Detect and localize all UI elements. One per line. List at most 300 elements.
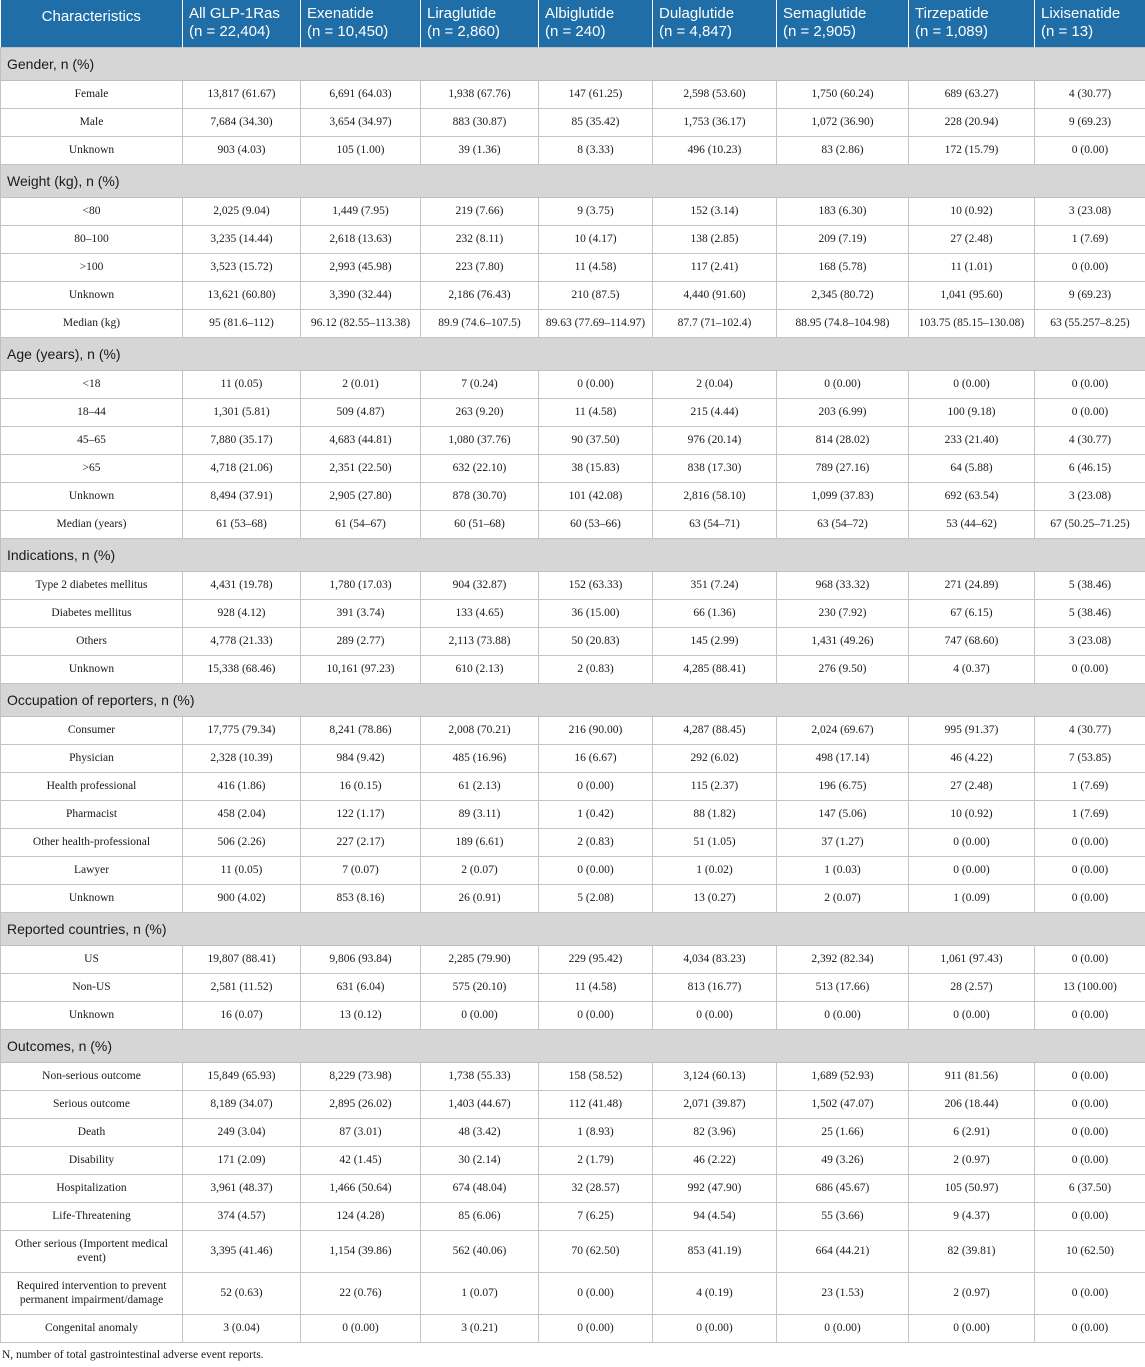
table-cell: 38 (15.83) (539, 454, 653, 482)
table-cell: 0 (0.00) (539, 1001, 653, 1029)
table-cell: 63 (54–72) (777, 510, 909, 538)
table-cell: 0 (0.00) (1035, 945, 1145, 973)
table-cell: 928 (4.12) (183, 599, 301, 627)
table-cell: 995 (91.37) (909, 716, 1035, 744)
table-cell: 88.95 (74.8–104.98) (777, 309, 909, 337)
table-cell: 89.63 (77.69–114.97) (539, 309, 653, 337)
table-cell: 1 (7.69) (1035, 772, 1145, 800)
table-cell: 3,390 (32.44) (301, 281, 421, 309)
table-cell: 664 (44.21) (777, 1230, 909, 1272)
table-cell: 0 (0.00) (539, 856, 653, 884)
row-label: Lawyer (1, 856, 183, 884)
table-row (1, 108, 1145, 136)
table-cell: 39 (1.36) (421, 136, 539, 164)
table-cell: 3,124 (60.13) (653, 1062, 777, 1090)
table-cell: 1 (7.69) (1035, 225, 1145, 253)
table-cell: 60 (51–68) (421, 510, 539, 538)
table-cell: 112 (41.48) (539, 1090, 653, 1118)
table-cell: 2 (0.97) (909, 1146, 1035, 1174)
table-cell: 13 (100.00) (1035, 973, 1145, 1001)
table-cell: 209 (7.19) (777, 225, 909, 253)
table-cell: 2,285 (79.90) (421, 945, 539, 973)
table-cell: 210 (87.5) (539, 281, 653, 309)
table-cell: 0 (0.00) (1035, 655, 1145, 683)
table-cell: 10 (0.92) (909, 197, 1035, 225)
row-label: Physician (1, 744, 183, 772)
table-cell: 10 (4.17) (539, 225, 653, 253)
row-label: Required intervention to prevent permanent impairment/damage (1, 1272, 183, 1314)
table-cell: 496 (10.23) (653, 136, 777, 164)
table-cell: 0 (0.00) (539, 772, 653, 800)
table-cell: 2 (0.04) (653, 370, 777, 398)
table-cell: 992 (47.90) (653, 1174, 777, 1202)
table-cell: 11 (0.05) (183, 370, 301, 398)
table-cell: 6,691 (64.03) (301, 80, 421, 108)
table-row (1, 744, 1145, 772)
table-cell: 1 (0.42) (539, 800, 653, 828)
table-row (1, 627, 1145, 655)
table-cell: 5 (38.46) (1035, 571, 1145, 599)
table-cell: 0 (0.00) (1035, 398, 1145, 426)
table-cell: 51 (1.05) (653, 828, 777, 856)
table-cell: 152 (3.14) (653, 197, 777, 225)
table-row (1, 1202, 1145, 1230)
table-cell: 0 (0.00) (1035, 1062, 1145, 1090)
row-label: Unknown (1, 884, 183, 912)
table-cell: 90 (37.50) (539, 426, 653, 454)
header-column: All GLP-1Ras (n = 22,404) (183, 0, 301, 47)
table-cell: 2 (0.97) (909, 1272, 1035, 1314)
row-label: 18–44 (1, 398, 183, 426)
table-cell: 1,449 (7.95) (301, 197, 421, 225)
table-cell: 0 (0.00) (653, 1314, 777, 1342)
table-cell: 0 (0.00) (1035, 1314, 1145, 1342)
table-cell: 9 (69.23) (1035, 281, 1145, 309)
table-cell: 117 (2.41) (653, 253, 777, 281)
table-cell: 11 (1.01) (909, 253, 1035, 281)
table-cell: 351 (7.24) (653, 571, 777, 599)
table-cell: 16 (0.15) (301, 772, 421, 800)
row-label: Congenital anomaly (1, 1314, 183, 1342)
row-label: >65 (1, 454, 183, 482)
table-cell: 8,229 (73.98) (301, 1062, 421, 1090)
table-cell: 172 (15.79) (909, 136, 1035, 164)
table-cell: 23 (1.53) (777, 1272, 909, 1314)
table-cell: 1,154 (39.86) (301, 1230, 421, 1272)
table-cell: 70 (62.50) (539, 1230, 653, 1272)
table-cell: 27 (2.48) (909, 225, 1035, 253)
row-label: Non-US (1, 973, 183, 1001)
table-cell: 61 (54–67) (301, 510, 421, 538)
table-cell: 249 (3.04) (183, 1118, 301, 1146)
row-label: Serious outcome (1, 1090, 183, 1118)
table-cell: 1 (7.69) (1035, 800, 1145, 828)
table-cell: 506 (2.26) (183, 828, 301, 856)
table-cell: 1,689 (52.93) (777, 1062, 909, 1090)
row-label: Disability (1, 1146, 183, 1174)
table-cell: 25 (1.66) (777, 1118, 909, 1146)
table-cell: 61 (53–68) (183, 510, 301, 538)
table-header (1, 0, 1145, 47)
table-cell: 509 (4.87) (301, 398, 421, 426)
table-cell: 2 (0.83) (539, 655, 653, 683)
table-cell: 216 (90.00) (539, 716, 653, 744)
table-cell: 145 (2.99) (653, 627, 777, 655)
table-cell: 7 (0.07) (301, 856, 421, 884)
table-cell: 89.9 (74.6–107.5) (421, 309, 539, 337)
table-cell: 83 (2.86) (777, 136, 909, 164)
table-cell: 575 (20.10) (421, 973, 539, 1001)
table-cell: 276 (9.50) (777, 655, 909, 683)
table-cell: 7,684 (34.30) (183, 108, 301, 136)
table-cell: 674 (48.04) (421, 1174, 539, 1202)
table-row (1, 800, 1145, 828)
section-header-row (1, 912, 1145, 945)
table-cell: 89 (3.11) (421, 800, 539, 828)
row-label: Life-Threatening (1, 1202, 183, 1230)
table-cell: 0 (0.00) (777, 1001, 909, 1029)
table-cell: 61 (2.13) (421, 772, 539, 800)
table-cell: 189 (6.61) (421, 828, 539, 856)
table-cell: 87.7 (71–102.4) (653, 309, 777, 337)
table-row (1, 1118, 1145, 1146)
table-cell: 976 (20.14) (653, 426, 777, 454)
table-cell: 4 (0.37) (909, 655, 1035, 683)
table-cell: 0 (0.00) (909, 370, 1035, 398)
table-cell: 4,287 (88.45) (653, 716, 777, 744)
table-cell: 32 (28.57) (539, 1174, 653, 1202)
table-cell: 3,523 (15.72) (183, 253, 301, 281)
table-row (1, 398, 1145, 426)
table-cell: 147 (61.25) (539, 80, 653, 108)
header-column: Dulaglutide (n = 4,847) (653, 0, 777, 47)
table-cell: 2,816 (58.10) (653, 482, 777, 510)
table-cell: 853 (41.19) (653, 1230, 777, 1272)
table-row (1, 1272, 1145, 1314)
table-cell: 36 (15.00) (539, 599, 653, 627)
table-row (1, 973, 1145, 1001)
table-cell: 16 (0.07) (183, 1001, 301, 1029)
table-cell: 4,778 (21.33) (183, 627, 301, 655)
table-cell: 171 (2.09) (183, 1146, 301, 1174)
table-cell: 3,395 (41.46) (183, 1230, 301, 1272)
table-row (1, 828, 1145, 856)
table-cell: 1 (8.93) (539, 1118, 653, 1146)
table-row (1, 136, 1145, 164)
table-row (1, 1062, 1145, 1090)
table-cell: 85 (6.06) (421, 1202, 539, 1230)
table-cell: 2,895 (26.02) (301, 1090, 421, 1118)
table-cell: 147 (5.06) (777, 800, 909, 828)
table-cell: 3 (23.08) (1035, 197, 1145, 225)
table-cell: 0 (0.00) (777, 370, 909, 398)
table-cell: 292 (6.02) (653, 744, 777, 772)
table-cell: 230 (7.92) (777, 599, 909, 627)
table-cell: 904 (32.87) (421, 571, 539, 599)
table-cell: 2 (0.07) (777, 884, 909, 912)
table-row (1, 1001, 1145, 1029)
table-cell: 2,598 (53.60) (653, 80, 777, 108)
table-cell: 2,024 (69.67) (777, 716, 909, 744)
table-cell: 0 (0.00) (1035, 828, 1145, 856)
table-cell: 183 (6.30) (777, 197, 909, 225)
table-cell: 0 (0.00) (539, 1314, 653, 1342)
table-cell: 13 (0.27) (653, 884, 777, 912)
table-cell: 67 (6.15) (909, 599, 1035, 627)
table-cell: 7 (0.24) (421, 370, 539, 398)
table-row (1, 655, 1145, 683)
table-cell: 105 (50.97) (909, 1174, 1035, 1202)
table-cell: 0 (0.00) (1035, 1146, 1145, 1174)
table-cell: 1,099 (37.83) (777, 482, 909, 510)
table-cell: 2,392 (82.34) (777, 945, 909, 973)
table-cell: 0 (0.00) (909, 856, 1035, 884)
table-cell: 2,345 (80.72) (777, 281, 909, 309)
table-cell: 9 (3.75) (539, 197, 653, 225)
table-cell: 13,817 (61.67) (183, 80, 301, 108)
table-cell: 219 (7.66) (421, 197, 539, 225)
table-row (1, 1146, 1145, 1174)
table-cell: 0 (0.00) (1035, 1202, 1145, 1230)
table-cell: 16 (6.67) (539, 744, 653, 772)
table-cell: 6 (2.91) (909, 1118, 1035, 1146)
table-cell: 3,235 (14.44) (183, 225, 301, 253)
table-row (1, 482, 1145, 510)
table-cell: 50 (20.83) (539, 627, 653, 655)
header-column: Exenatide (n = 10,450) (301, 0, 421, 47)
table-row (1, 1174, 1145, 1202)
table-cell: 42 (1.45) (301, 1146, 421, 1174)
table-cell: 263 (9.20) (421, 398, 539, 426)
table-cell: 0 (0.00) (777, 1314, 909, 1342)
table-cell: 64 (5.88) (909, 454, 1035, 482)
table-cell: 85 (35.42) (539, 108, 653, 136)
table-cell: 11 (4.58) (539, 253, 653, 281)
table-cell: 903 (4.03) (183, 136, 301, 164)
table-cell: 227 (2.17) (301, 828, 421, 856)
table-cell: 1,041 (95.60) (909, 281, 1035, 309)
table-cell: 1 (0.09) (909, 884, 1035, 912)
table-row (1, 856, 1145, 884)
table-cell: 152 (63.33) (539, 571, 653, 599)
table-cell: 1,431 (49.26) (777, 627, 909, 655)
table-row (1, 1314, 1145, 1342)
table-cell: 82 (39.81) (909, 1230, 1035, 1272)
section-header-row (1, 683, 1145, 716)
table-cell: 1,301 (5.81) (183, 398, 301, 426)
table-cell: 228 (20.94) (909, 108, 1035, 136)
section-header-row (1, 1029, 1145, 1062)
row-label: Others (1, 627, 183, 655)
table-cell: 1 (0.02) (653, 856, 777, 884)
row-label: Unknown (1, 136, 183, 164)
table-row (1, 454, 1145, 482)
table-cell: 11 (4.58) (539, 973, 653, 1001)
table-row (1, 599, 1145, 627)
table-cell: 2 (0.83) (539, 828, 653, 856)
table-cell: 984 (9.42) (301, 744, 421, 772)
table-cell: 8,494 (37.91) (183, 482, 301, 510)
row-label: Non-serious outcome (1, 1062, 183, 1090)
table-cell: 0 (0.00) (1035, 884, 1145, 912)
row-label: Consumer (1, 716, 183, 744)
table-cell: 88 (1.82) (653, 800, 777, 828)
table-cell: 485 (16.96) (421, 744, 539, 772)
row-label: Male (1, 108, 183, 136)
table-row (1, 772, 1145, 800)
table-cell: 3 (23.08) (1035, 627, 1145, 655)
table-cell: 168 (5.78) (777, 253, 909, 281)
section-title: Outcomes, n (%) (1, 1029, 1145, 1062)
table-cell: 7 (53.85) (1035, 744, 1145, 772)
table-cell: 878 (30.70) (421, 482, 539, 510)
table-cell: 689 (63.27) (909, 80, 1035, 108)
table-cell: 632 (22.10) (421, 454, 539, 482)
table-cell: 1,502 (47.07) (777, 1090, 909, 1118)
table-cell: 1,750 (60.24) (777, 80, 909, 108)
table-cell: 0 (0.00) (1035, 1272, 1145, 1314)
table-cell: 883 (30.87) (421, 108, 539, 136)
table-cell: 0 (0.00) (909, 1314, 1035, 1342)
table-footnote: N, number of total gastrointestinal adverse event reports. (0, 1343, 1145, 1367)
table-cell: 232 (8.11) (421, 225, 539, 253)
table-cell: 15,338 (68.46) (183, 655, 301, 683)
table-cell: 2,025 (9.04) (183, 197, 301, 225)
row-label: 45–65 (1, 426, 183, 454)
table-cell: 8,241 (78.86) (301, 716, 421, 744)
table-cell: 94 (4.54) (653, 1202, 777, 1230)
table-row (1, 510, 1145, 538)
table-cell: 747 (68.60) (909, 627, 1035, 655)
table-cell: 2,993 (45.98) (301, 253, 421, 281)
table-cell: 853 (8.16) (301, 884, 421, 912)
table-cell: 968 (33.32) (777, 571, 909, 599)
table-cell: 814 (28.02) (777, 426, 909, 454)
table-cell: 96.12 (82.55–113.38) (301, 309, 421, 337)
table-cell: 2,905 (27.80) (301, 482, 421, 510)
table-cell: 8 (3.33) (539, 136, 653, 164)
table-cell: 19,807 (88.41) (183, 945, 301, 973)
table-cell: 900 (4.02) (183, 884, 301, 912)
table-cell: 100 (9.18) (909, 398, 1035, 426)
table-cell: 22 (0.76) (301, 1272, 421, 1314)
table-cell: 2,581 (11.52) (183, 973, 301, 1001)
row-label: Median (kg) (1, 309, 183, 337)
table-cell: 105 (1.00) (301, 136, 421, 164)
table-cell: 3,961 (48.37) (183, 1174, 301, 1202)
table-row (1, 225, 1145, 253)
table-cell: 0 (0.00) (1035, 856, 1145, 884)
section-header-row (1, 164, 1145, 197)
table-cell: 60 (53–66) (539, 510, 653, 538)
table-cell: 692 (63.54) (909, 482, 1035, 510)
table-cell: 13,621 (60.80) (183, 281, 301, 309)
table-cell: 82 (3.96) (653, 1118, 777, 1146)
section-header-row (1, 47, 1145, 80)
row-label: >100 (1, 253, 183, 281)
table-cell: 2,618 (13.63) (301, 225, 421, 253)
table-cell: 3,654 (34.97) (301, 108, 421, 136)
table-cell: 233 (21.40) (909, 426, 1035, 454)
table-cell: 26 (0.91) (421, 884, 539, 912)
table-cell: 416 (1.86) (183, 772, 301, 800)
table-cell: 66 (1.36) (653, 599, 777, 627)
row-label: 80–100 (1, 225, 183, 253)
header-column: Lixisenatide (n = 13) (1035, 0, 1145, 47)
row-label: <80 (1, 197, 183, 225)
table-cell: 203 (6.99) (777, 398, 909, 426)
section-title: Gender, n (%) (1, 47, 1145, 80)
table-body (1, 47, 1145, 1342)
table-cell: 0 (0.00) (539, 370, 653, 398)
table-cell: 46 (4.22) (909, 744, 1035, 772)
table-cell: 11 (0.05) (183, 856, 301, 884)
table-cell: 28 (2.57) (909, 973, 1035, 1001)
table-cell: 4,285 (88.41) (653, 655, 777, 683)
table-cell: 103.75 (85.15–130.08) (909, 309, 1035, 337)
table-cell: 2,328 (10.39) (183, 744, 301, 772)
table-cell: 1,738 (55.33) (421, 1062, 539, 1090)
table-cell: 4 (30.77) (1035, 80, 1145, 108)
table-cell: 374 (4.57) (183, 1202, 301, 1230)
table-cell: 196 (6.75) (777, 772, 909, 800)
table-cell: 4,034 (83.23) (653, 945, 777, 973)
table-cell: 4,683 (44.81) (301, 426, 421, 454)
table-cell: 10,161 (97.23) (301, 655, 421, 683)
table-cell: 0 (0.00) (1035, 1090, 1145, 1118)
table-cell: 4,440 (91.60) (653, 281, 777, 309)
header-column: Albiglutide (n = 240) (539, 0, 653, 47)
table-cell: 223 (7.80) (421, 253, 539, 281)
table-cell: 3 (23.08) (1035, 482, 1145, 510)
table-cell: 289 (2.77) (301, 627, 421, 655)
table-row (1, 309, 1145, 337)
table-row (1, 1230, 1145, 1272)
table-cell: 138 (2.85) (653, 225, 777, 253)
table-cell: 562 (40.06) (421, 1230, 539, 1272)
table-cell: 789 (27.16) (777, 454, 909, 482)
table-cell: 0 (0.00) (539, 1272, 653, 1314)
table-cell: 9,806 (93.84) (301, 945, 421, 973)
table-row (1, 197, 1145, 225)
table-cell: 67 (50.25–71.25) (1035, 510, 1145, 538)
table-cell: 9 (69.23) (1035, 108, 1145, 136)
table-cell: 11 (4.58) (539, 398, 653, 426)
table-cell: 27 (2.48) (909, 772, 1035, 800)
table-cell: 838 (17.30) (653, 454, 777, 482)
table-cell: 6 (46.15) (1035, 454, 1145, 482)
table-cell: 9 (4.37) (909, 1202, 1035, 1230)
table-cell: 3 (0.04) (183, 1314, 301, 1342)
table-cell: 686 (45.67) (777, 1174, 909, 1202)
table-cell: 458 (2.04) (183, 800, 301, 828)
table-cell: 215 (4.44) (653, 398, 777, 426)
table-cell: 52 (0.63) (183, 1272, 301, 1314)
table-cell: 17,775 (79.34) (183, 716, 301, 744)
table-cell: 1,061 (97.43) (909, 945, 1035, 973)
table-cell: 0 (0.00) (1035, 1001, 1145, 1029)
table-cell: 0 (0.00) (909, 828, 1035, 856)
section-title: Weight (kg), n (%) (1, 164, 1145, 197)
table-cell: 2,351 (22.50) (301, 454, 421, 482)
table-cell: 206 (18.44) (909, 1090, 1035, 1118)
table-cell: 158 (58.52) (539, 1062, 653, 1090)
header-row (1, 0, 1145, 47)
table-cell: 7,880 (35.17) (183, 426, 301, 454)
table-cell: 2 (0.07) (421, 856, 539, 884)
table-row (1, 945, 1145, 973)
row-label: <18 (1, 370, 183, 398)
